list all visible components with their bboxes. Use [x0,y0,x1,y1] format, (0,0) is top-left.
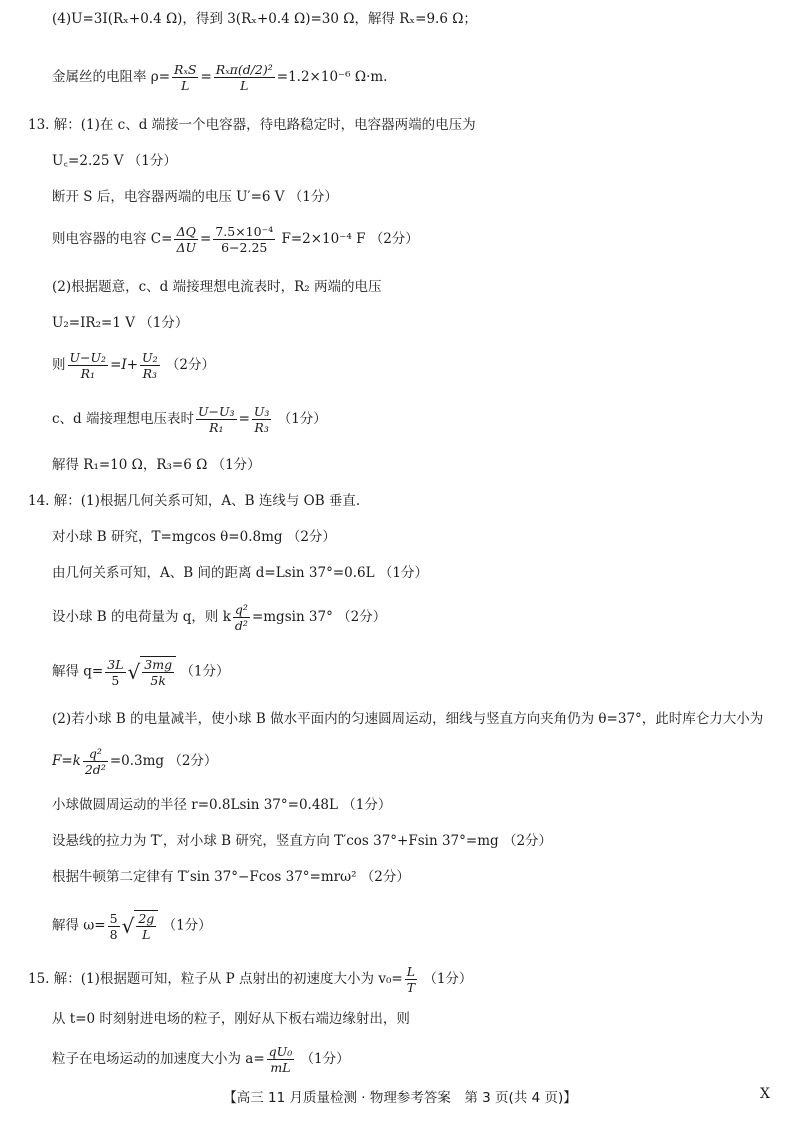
equation-line: 则 $\frac{\text{U−U₂}}{\text{R₁}}$ =I+ $\frac{\text{U₂}}{\text{R₃}}$ （2分） [52,350,215,381]
question-14-heading: 14. 解：(1)根据几何关系可知，A、B 连线与 OB 垂直. [28,493,361,509]
answer-line [52,8,477,30]
text: (4)U=3I(Rₓ+0.4 Ω)，得到 3(Rₓ+0.4 Ω)=30 Ω，解得 Rₓ=9.6 Ω； [52,11,477,27]
resistivity-formula: 金属丝的电阻率 ρ= $\frac{\text{RₓS}}{L}$ = $\frac{\text{Rₓπ(d/2)²}}{L}$ =1.2×10⁻⁶ Ω·m. [52,62,388,93]
equation-line: 解得 ω= $\frac{5}{8}$ √ $\frac{2g}{L}$ （1分） [52,910,212,942]
answer-line: 断开 S 后，电容器两端的电压 U′=6 V （1分） [52,189,338,205]
page-footer: 【高三 11 月质量检测 · 物理参考答案 第 3 页(共 4 页)】 [223,1090,577,1106]
text: 金属丝的电阻率 ρ= [52,69,171,85]
fraction: $\frac{\text{RₓS}}{L}$ [174,62,197,93]
question-13-heading: 13. 解：(1)在 c、d 端接一个电容器，待电路稳定时，电容器两端的电压为 [28,117,476,133]
footer-mark: X [760,1086,770,1102]
answer-line: 从 t=0 时刻射进电场的粒子，刚好从下板右端边缘射出，则 [52,1011,410,1027]
answer-line: 对小球 B 研究，T=mgcos θ=0.8mg （2分） [52,529,336,545]
equation-line: F=k $\frac{\text{q²}}{\text{2d²}}$ =0.3mg （2分） [52,746,218,777]
answer-line: 解得 R₁=10 Ω，R₃=6 Ω （1分） [52,457,261,473]
answer-line: 小球做圆周运动的半径 r=0.8Lsin 37°=0.48L （1分） [52,797,392,813]
answer-line: (2)根据题意，c、d 端接理想电流表时，R₂ 两端的电压 [52,279,382,295]
question-15-heading: 15. 解：(1)根据题可知，粒子从 P 点射出的初速度大小为 v₀= $\frac{L}{T}$ （1分） [28,964,473,995]
equation-line: 粒子在电场运动的加速度大小为 a= $\frac{\text{qU₀}}{mL}$ （1分） [52,1044,350,1075]
answer-line: 设悬线的拉力为 T′，对小球 B 研究，竖直方向 T′cos 37°+Fsin 37°=mg （2分） [52,833,553,849]
fraction: $\frac{\text{Rₓπ(d/2)²}}{L}$ [215,62,273,93]
answer-line: (2)若小球 B 的电量减半，使小球 B 做水平面内的匀速圆周运动，细线与竖直方向夹角仍为 θ=37°，此时库仑力大小为 [52,711,764,727]
square-root: √ $\frac{2g}{L}$ [122,910,159,942]
equation-line: 设小球 B 的电荷量为 q，则 k $\frac{\text{q²}}{\text{d²}}$ =mgsin 37° （2分） [52,602,387,633]
square-root: √ $\frac{3mg}{5k}$ [128,656,177,688]
answer-line: 根据牛顿第二定律有 T′sin 37°−Fcos 37°=mrω² （2分） [52,869,410,885]
capacitance-formula: 则电容器的电容 C= $\frac{\Delta Q}{\Delta U}$ = $\frac{\text{7.5×10⁻⁴}}{6-2.25}$ F=2×10⁻⁴ F （2分） [52,224,419,255]
answer-line: U₂=IR₂=1 V （1分） [52,315,189,331]
equation-line: c、d 端接理想电压表时 $\frac{\text{U−U₃}}{\text{R₁}}$ = $\frac{\text{U₃}}{\text{R₃}}$ （1分） [52,404,327,435]
answer-line: U꜀=2.25 V （1分） [52,153,177,169]
answer-line: 由几何关系可知，A、B 间的距离 d=Lsin 37°=0.6L （1分） [52,565,428,581]
equation-line: 解得 q= $\frac{3L}{5}$ √ $\frac{3mg}{5k}$ （1分） [52,656,230,688]
